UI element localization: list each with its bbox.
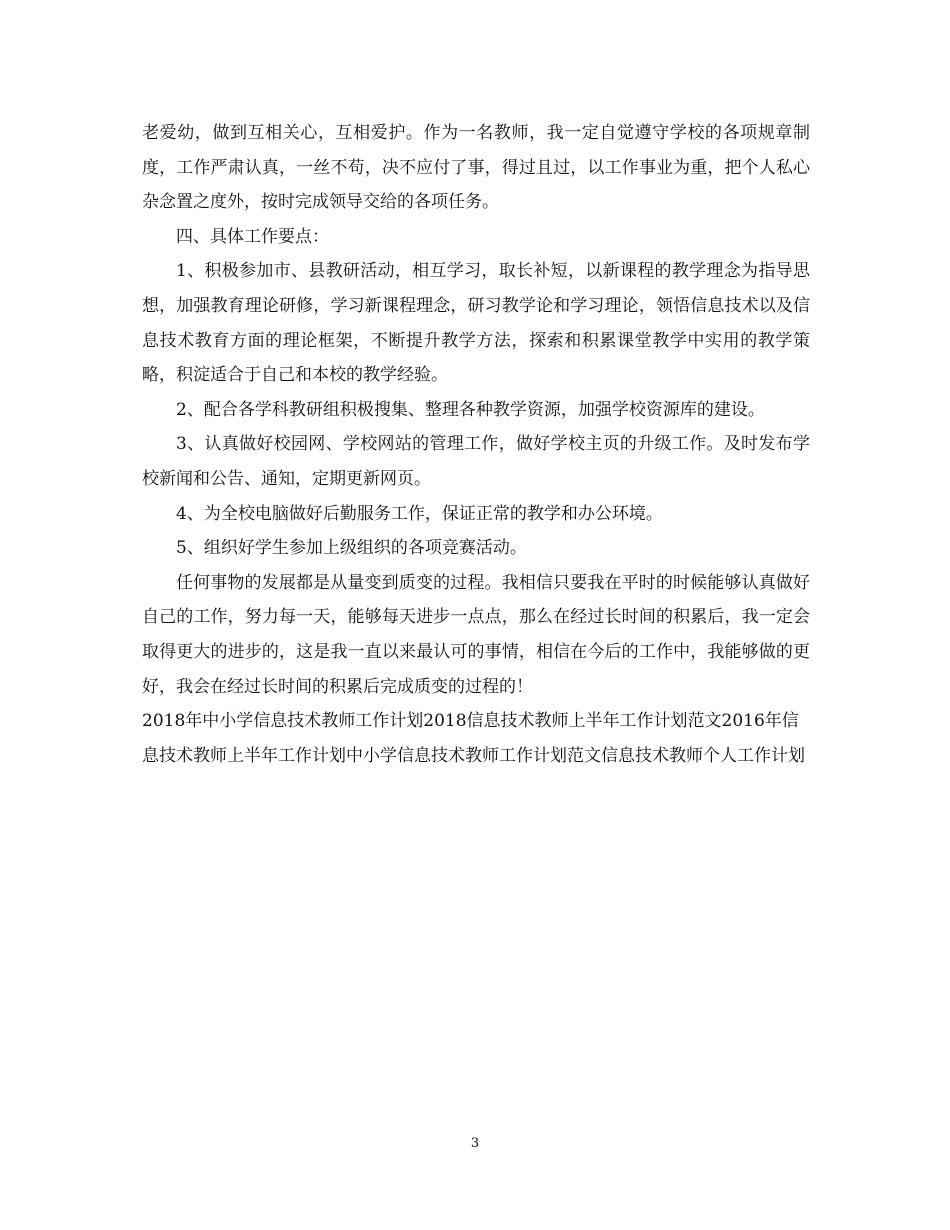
work-point-3: 3、认真做好校园网、学校网站的管理工作，做好学校主页的升级工作。及时发布学校新闻和公告、通知，定期更新网页。 [142, 434, 810, 489]
work-point-1: 1、积极参加市、县教研活动，相互学习，取长补短，以新课程的教学理念为指导思想，加强教育理论研修，学习新课程理念，研习教学论和学习理论，领悟信息技术以及信息技术教育方面的理论框架，不断提升教学方法，探索和积累课堂教学中实用的教学策略，积淀适合于自己和本校的教学经验。 [142, 261, 810, 386]
section-heading: 四、具体工作要点： [176, 226, 329, 247]
work-point-4: 4、为全校电脑做好后勤服务工作，保证正常的教学和办公环境。 [176, 503, 663, 524]
document-body [142, 116, 810, 773]
work-point-2: 2、配合各学科教研组积极搜集、整理各种教学资源，加强学校资源库的建设。 [176, 399, 765, 420]
closing-paragraph: 任何事物的发展都是从量变到质变的过程。我相信只要我在平时的时候能够认真做好自己的工作，努力每一天，能够每天进步一点点，那么在经过长时间的积累后，我一定会取得更大的进步的，这是我一直以来最认可的事情，相信在今后的工作中，我能够做的更好，我会在经过长时间的积累后完成质变的过程的！ [142, 572, 810, 697]
related-articles: 2018年中小学信息技术教师工作计划2018信息技术教师上半年工作计划范文2016年信息技术教师上半年工作计划中小学信息技术教师工作计划范文信息技术教师个人工作计划 [142, 711, 805, 766]
work-point-5: 5、组织好学生参加上级组织的各项竞赛活动。 [176, 538, 527, 559]
page-number: 3 [470, 1136, 480, 1151]
paragraph-continuation: 老爱幼，做到互相关心，互相爱护。作为一名教师，我一定自觉遵守学校的各项规章制度，工作严肃认真，一丝不苟，决不应付了事，得过且过，以工作事业为重，把个人私心杂念置之度外，按时完成领导交给的各项任务。 [142, 123, 810, 213]
